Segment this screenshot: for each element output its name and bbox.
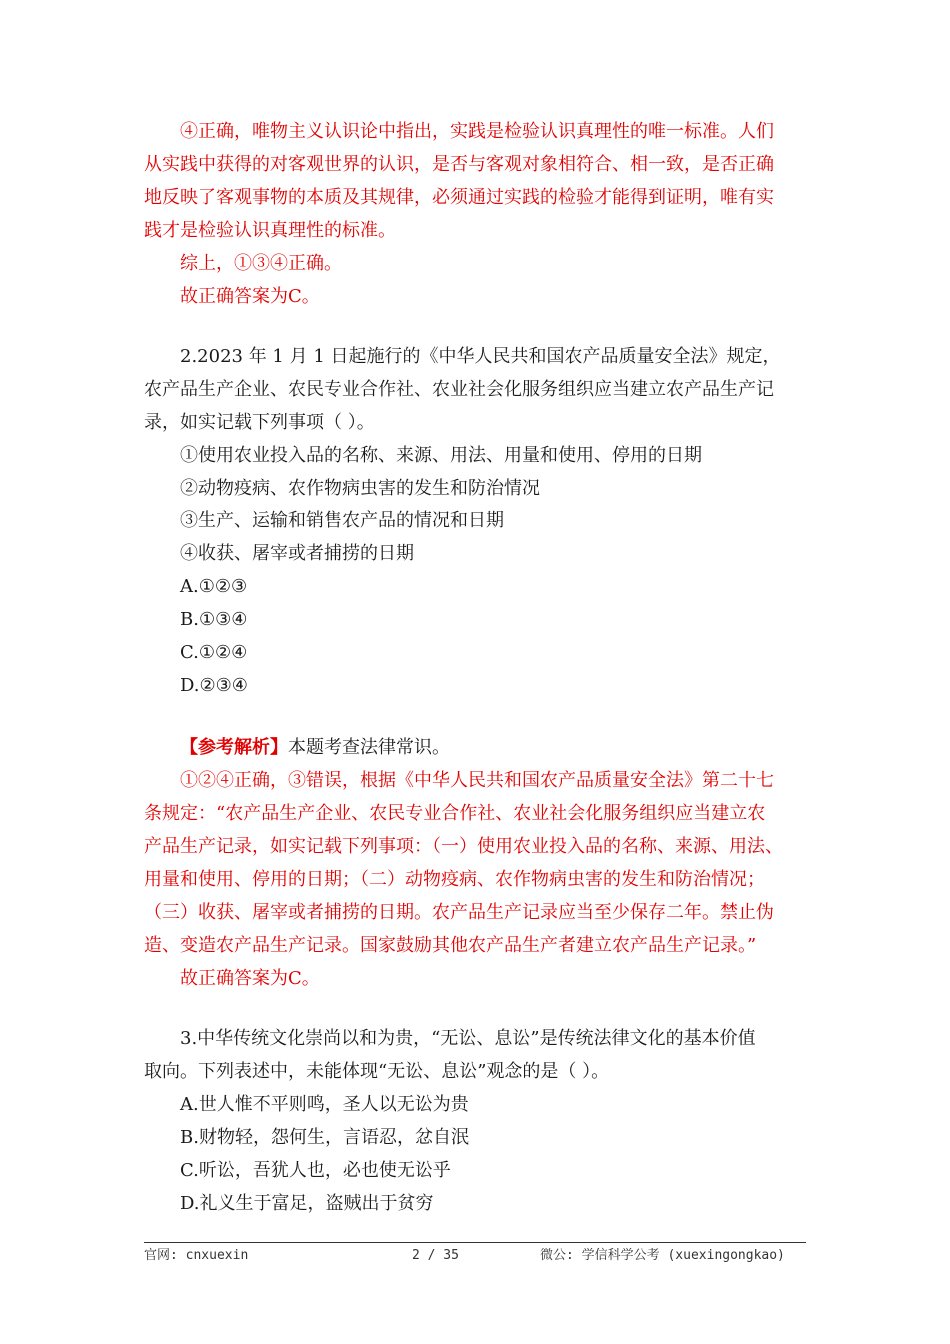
question-2-statement: ④收获、屠宰或者捕捞的日期 — [180, 543, 414, 564]
question-3-stem: 3.中华传统文化崇尚以和为贵，“无讼、息讼”是传统法律文化的基本价值 — [180, 1028, 756, 1049]
explanation-line: 践才是检验认识真理性的标准。 — [144, 220, 396, 241]
explanation-line: ④正确，唯物主义认识论中指出，实践是检验认识真理性的唯一标准。人们 — [180, 121, 774, 142]
analysis-line: 造、变造农产品生产记录。国家鼓励其他农产品生产者建立农产品生产记录。” — [144, 935, 757, 956]
analysis-line: （三）收获、屠宰或者捕捞的日期。农产品生产记录应当至少保存二年。禁止伪 — [144, 902, 774, 923]
question-2-analysis-heading-line — [180, 736, 450, 760]
footer-website: 官网: cnxuexin — [144, 1248, 249, 1263]
question-3-option-b: B.财物轻，怨何生，言语忍，忿自泯 — [180, 1127, 469, 1148]
footer-page-number: 2 / 35 — [412, 1248, 459, 1263]
question-3-stem: 取向。下列表述中，未能体现“无讼、息讼”观念的是（ ）。 — [144, 1061, 610, 1082]
question-2-option-b: B.①③④ — [180, 609, 248, 630]
explanation-line: 从实践中获得的对客观世界的认识，是否与客观对象相符合、相一致，是否正确 — [144, 154, 774, 175]
footer-wechat: 微公: 学信科学公考 (xuexingongkao) — [540, 1248, 785, 1263]
explanation-summary: 综上，①③④正确。 — [180, 253, 342, 274]
question-2-stem: 2.2023 年 1 月 1 日起施行的《中华人民共和国农产品质量安全法》规定， — [180, 346, 781, 367]
explanation-line: 地反映了客观事物的本质及其规律，必须通过实践的检验才能得到证明，唯有实 — [144, 187, 774, 208]
question-3-option-a: A.世人惟不平则鸣，圣人以无讼为贵 — [180, 1094, 469, 1115]
analysis-line: ①②④正确，③错误，根据《中华人民共和国农产品质量安全法》第二十七 — [180, 770, 774, 791]
explanation-answer: 故正确答案为C。 — [180, 286, 320, 307]
question-2-statement: ③生产、运输和销售农产品的情况和日期 — [180, 510, 504, 531]
footer-divider — [144, 1242, 806, 1243]
analysis-answer: 故正确答案为C。 — [180, 968, 320, 989]
question-2-statement: ①使用农业投入品的名称、来源、用法、用量和使用、停用的日期 — [180, 445, 702, 466]
question-2-option-d: D.②③④ — [180, 675, 248, 696]
analysis-line: 条规定：“农产品生产企业、农民专业合作社、农业社会化服务组织应当建立农 — [144, 803, 766, 824]
analysis-heading: 【参考解析】 — [180, 737, 288, 758]
question-3-option-c: C.听讼，吾犹人也，必也使无讼乎 — [180, 1160, 451, 1181]
analysis-line: 产品生产记录，如实记载下列事项：（一）使用农业投入品的名称、来源、用法、 — [144, 836, 783, 857]
question-2-stem: 录，如实记载下列事项（ ）。 — [144, 412, 375, 433]
question-3-option-d: D.礼义生于富足，盗贼出于贫穷 — [180, 1193, 434, 1214]
analysis-line: 用量和使用、停用的日期；（二）动物疫病、农作物病虫害的发生和防治情况； — [144, 869, 765, 890]
question-2-statement: ②动物疫病、农作物病虫害的发生和防治情况 — [180, 478, 540, 499]
question-2-stem: 农产品生产企业、农民专业合作社、农业社会化服务组织应当建立农产品生产记 — [144, 379, 774, 400]
analysis-intro: 本题考查法律常识。 — [288, 737, 450, 758]
question-2-option-c: C.①②④ — [180, 642, 248, 663]
question-2-option-a: A.①②③ — [180, 576, 248, 597]
